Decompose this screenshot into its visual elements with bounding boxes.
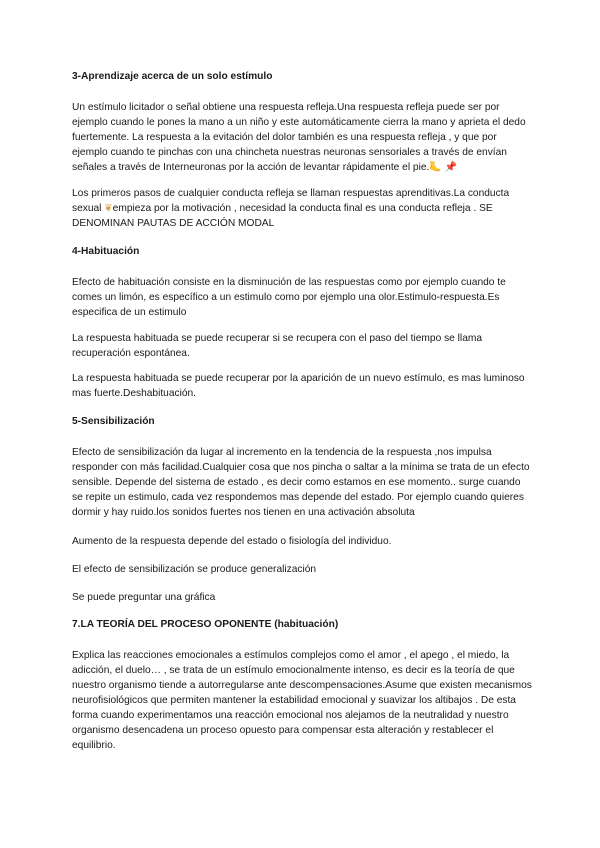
section-4-title: 4-Habituación [72, 246, 140, 257]
section-3-paragraph-1 [72, 100, 532, 175]
section-5-paragraph-2: Aumento de la respuesta depende del estado o fisiología del individuo. [72, 536, 392, 547]
section-3-paragraph-2-text-a: Los primeros pasos de cualquier conducta refleja se llaman respuestas aprenditivas.La conducta sexual [72, 188, 510, 214]
section-5-paragraph-1: Efecto de sensibilización da lugar al incremento en la tendencia de la respuesta ,nos impulsa responder con más facilidad.Cualquier cosa que nos pincha o saltar a la mínima se trata de un efecto sensible. Depende del sistema de estado , es decir como estamos en ese momento.. surge cuando se repite un estimulo, cada vez respondemos mas depende del estado. Por ejemplo cuando quieres dormir y hay ruido.los sonidos fuertes nos tienen en una activación absoluta [72, 447, 530, 518]
pushpin-icon: 📌 [444, 162, 458, 173]
section-3-title: 3-Aprendizaje acerca de un solo estímulo [72, 71, 273, 82]
section-7-title: 7.LA TEORÍA DEL PROCESO OPONENTE (habituación) [72, 619, 339, 630]
section-5-paragraph-3: El efecto de sensibilización se produce generalización [72, 564, 317, 575]
section-3-paragraph-2 [72, 186, 532, 231]
section-4-paragraph-3: La respuesta habituada se puede recuperar por la aparición de un nuevo estímulo, es mas luminoso mas fuerte.Deshabituación. [72, 373, 525, 399]
section-7-paragraph-1: Explica las reacciones emocionales a estímulos complejos como el amor , el apego , el miedo, la adicción, el duelo… , se trata de un estímulo emocionalmente intenso, es decir es la teoría de que nuestro organismo tiende a autorregularse ante descompensaciones.Asume que existen mecanismos neurofisiológicos que permiten mantener la estabilidad emocional y suavizar los altibajos . De esta forma cuando experimentamos una reacción emocional nos alejamos de la neutralidad y nuestro organismo desencadena un proceso opuesto para compensar esta alteración y restablecer el equilibrio. [72, 650, 532, 751]
section-5-paragraph-4: Se puede preguntar una gráfica [72, 592, 216, 603]
section-4-paragraph-1: Efecto de habituación consiste en la disminución de las respuestas como por ejemplo cuando te comes un limón, es específico a un estimulo como por ejemplo una olor.Estimulo-respuesta.Es especifica de un estimulo [72, 277, 506, 318]
couple-icon: ❦ [104, 203, 113, 214]
section-3-paragraph-2-text-b: empieza por la motivación , necesidad la conducta final es una conducta refleja . SE DENOMINAN PAUTAS DE ACCIÓN MODAL [72, 203, 493, 229]
section-4-paragraph-2: La respuesta habituada se puede recuperar si se recupera con el paso del tiempo se llama recuperación espontánea. [72, 333, 483, 359]
section-3-paragraph-1-text: Un estímulo licitador o señal obtiene una respuesta refleja.Una respuesta refleja puede ser por ejemplo cuando le pones la mano a un niño y este automáticamente cierra la mano y aprieta el dedo fuertemente. La respuesta a la evitación del dolor también es una respuesta refleja , y que por ejemplo cuando te pinchas con una chincheta nuestras neuronas sensoriales a través de envían señales a través de Interneuronas por la acción de levantar rápidamente el pie. [72, 102, 526, 173]
document-body [72, 70, 532, 764]
section-5-title: 5-Sensibilización [72, 416, 155, 427]
foot-icon: 🦶 [429, 162, 442, 173]
